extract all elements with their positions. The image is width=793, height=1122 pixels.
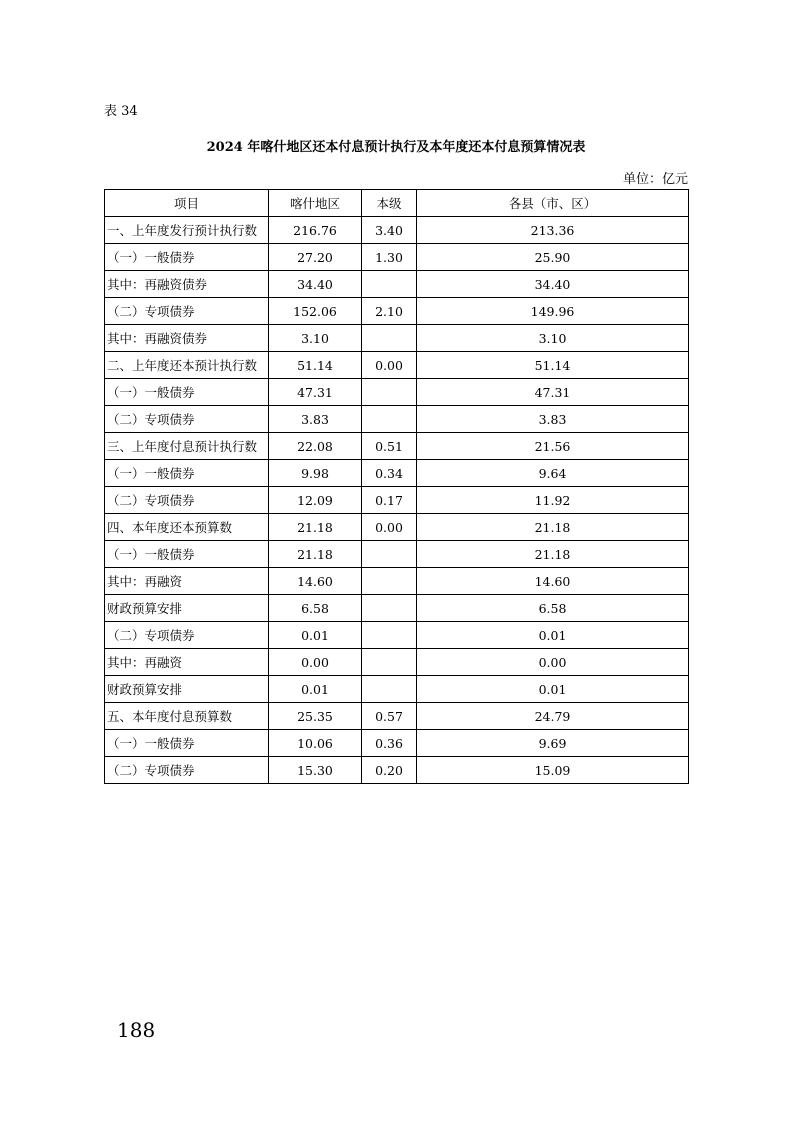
debt-repayment-table — [104, 189, 689, 784]
table-row — [105, 595, 689, 622]
column-header-counties: 各县（市、区） — [417, 190, 689, 217]
level-value-cell — [362, 406, 417, 433]
counties-value-cell: 9.69 — [417, 730, 689, 757]
table-row — [105, 433, 689, 460]
table-row — [105, 271, 689, 298]
counties-value-cell: 213.36 — [417, 217, 689, 244]
region-value-cell: 0.01 — [269, 622, 362, 649]
level-value-cell: 0.00 — [362, 514, 417, 541]
item-cell: （二）专项债券 — [105, 622, 269, 649]
item-cell: 其中：再融资债券 — [105, 325, 269, 352]
region-value-cell: 216.76 — [269, 217, 362, 244]
table-row — [105, 568, 689, 595]
counties-value-cell: 6.58 — [417, 595, 689, 622]
region-value-cell: 6.58 — [269, 595, 362, 622]
counties-value-cell: 0.01 — [417, 676, 689, 703]
level-value-cell — [362, 325, 417, 352]
region-value-cell: 34.40 — [269, 271, 362, 298]
region-value-cell: 12.09 — [269, 487, 362, 514]
column-header-region: 喀什地区 — [269, 190, 362, 217]
column-header-level: 本级 — [362, 190, 417, 217]
region-value-cell: 9.98 — [269, 460, 362, 487]
level-value-cell — [362, 271, 417, 298]
level-value-cell: 0.34 — [362, 460, 417, 487]
table-row — [105, 325, 689, 352]
item-cell: （二）专项债券 — [105, 757, 269, 784]
table-row — [105, 244, 689, 271]
region-value-cell: 25.35 — [269, 703, 362, 730]
level-value-cell: 0.57 — [362, 703, 417, 730]
region-value-cell: 0.01 — [269, 676, 362, 703]
region-value-cell: 27.20 — [269, 244, 362, 271]
item-cell: 三、上年度付息预计执行数 — [105, 433, 269, 460]
level-value-cell — [362, 622, 417, 649]
table-row — [105, 757, 689, 784]
counties-value-cell: 11.92 — [417, 487, 689, 514]
region-value-cell: 21.18 — [269, 541, 362, 568]
table-row — [105, 379, 689, 406]
counties-value-cell: 3.10 — [417, 325, 689, 352]
counties-value-cell: 149.96 — [417, 298, 689, 325]
item-cell: （一）一般债券 — [105, 379, 269, 406]
item-cell: 财政预算安排 — [105, 595, 269, 622]
table-row — [105, 622, 689, 649]
counties-value-cell: 14.60 — [417, 568, 689, 595]
table-row — [105, 730, 689, 757]
counties-value-cell: 0.01 — [417, 622, 689, 649]
item-cell: 一、上年度发行预计执行数 — [105, 217, 269, 244]
table-row — [105, 703, 689, 730]
item-cell: （二）专项债券 — [105, 298, 269, 325]
item-cell: 四、本年度还本预算数 — [105, 514, 269, 541]
level-value-cell — [362, 568, 417, 595]
table-body — [105, 217, 689, 784]
level-value-cell: 0.20 — [362, 757, 417, 784]
table-row — [105, 217, 689, 244]
counties-value-cell: 51.14 — [417, 352, 689, 379]
page-title: 2024 年喀什地区还本付息预计执行及本年度还本付息预算情况表 — [206, 140, 586, 155]
page-number: 188 — [117, 1018, 156, 1042]
level-value-cell — [362, 595, 417, 622]
item-cell: （一）一般债券 — [105, 460, 269, 487]
region-value-cell: 15.30 — [269, 757, 362, 784]
level-value-cell — [362, 541, 417, 568]
region-value-cell: 51.14 — [269, 352, 362, 379]
counties-value-cell: 3.83 — [417, 406, 689, 433]
item-cell: 财政预算安排 — [105, 676, 269, 703]
level-value-cell — [362, 676, 417, 703]
counties-value-cell: 0.00 — [417, 649, 689, 676]
region-value-cell: 21.18 — [269, 514, 362, 541]
region-value-cell: 0.00 — [269, 649, 362, 676]
table-row — [105, 676, 689, 703]
table-row — [105, 298, 689, 325]
level-value-cell: 0.17 — [362, 487, 417, 514]
item-cell: （一）一般债券 — [105, 730, 269, 757]
item-cell: （一）一般债券 — [105, 541, 269, 568]
table-header-row — [105, 190, 689, 217]
table-number-label: 表 34 — [104, 104, 138, 119]
level-value-cell: 2.10 — [362, 298, 417, 325]
item-cell: 其中：再融资 — [105, 649, 269, 676]
table-row — [105, 406, 689, 433]
item-cell: 二、上年度还本预计执行数 — [105, 352, 269, 379]
unit-label: 单位：亿元 — [622, 172, 688, 187]
table-row — [105, 514, 689, 541]
item-cell: （二）专项债券 — [105, 406, 269, 433]
counties-value-cell: 34.40 — [417, 271, 689, 298]
region-value-cell: 22.08 — [269, 433, 362, 460]
table-row — [105, 352, 689, 379]
counties-value-cell: 21.18 — [417, 514, 689, 541]
item-cell: 其中：再融资 — [105, 568, 269, 595]
region-value-cell: 14.60 — [269, 568, 362, 595]
region-value-cell: 47.31 — [269, 379, 362, 406]
item-cell: 五、本年度付息预算数 — [105, 703, 269, 730]
item-cell: （二）专项债券 — [105, 487, 269, 514]
counties-value-cell: 25.90 — [417, 244, 689, 271]
counties-value-cell: 15.09 — [417, 757, 689, 784]
level-value-cell — [362, 379, 417, 406]
counties-value-cell: 21.18 — [417, 541, 689, 568]
item-cell: 其中：再融资债券 — [105, 271, 269, 298]
level-value-cell — [362, 649, 417, 676]
item-cell: （一）一般债券 — [105, 244, 269, 271]
level-value-cell: 0.00 — [362, 352, 417, 379]
level-value-cell: 3.40 — [362, 217, 417, 244]
table-row — [105, 649, 689, 676]
table-row — [105, 541, 689, 568]
counties-value-cell: 21.56 — [417, 433, 689, 460]
region-value-cell: 3.83 — [269, 406, 362, 433]
level-value-cell: 0.36 — [362, 730, 417, 757]
level-value-cell: 1.30 — [362, 244, 417, 271]
counties-value-cell: 9.64 — [417, 460, 689, 487]
region-value-cell: 10.06 — [269, 730, 362, 757]
region-value-cell: 3.10 — [269, 325, 362, 352]
column-header-item: 项目 — [105, 190, 269, 217]
table-row — [105, 487, 689, 514]
counties-value-cell: 24.79 — [417, 703, 689, 730]
region-value-cell: 152.06 — [269, 298, 362, 325]
table-row — [105, 460, 689, 487]
counties-value-cell: 47.31 — [417, 379, 689, 406]
level-value-cell: 0.51 — [362, 433, 417, 460]
